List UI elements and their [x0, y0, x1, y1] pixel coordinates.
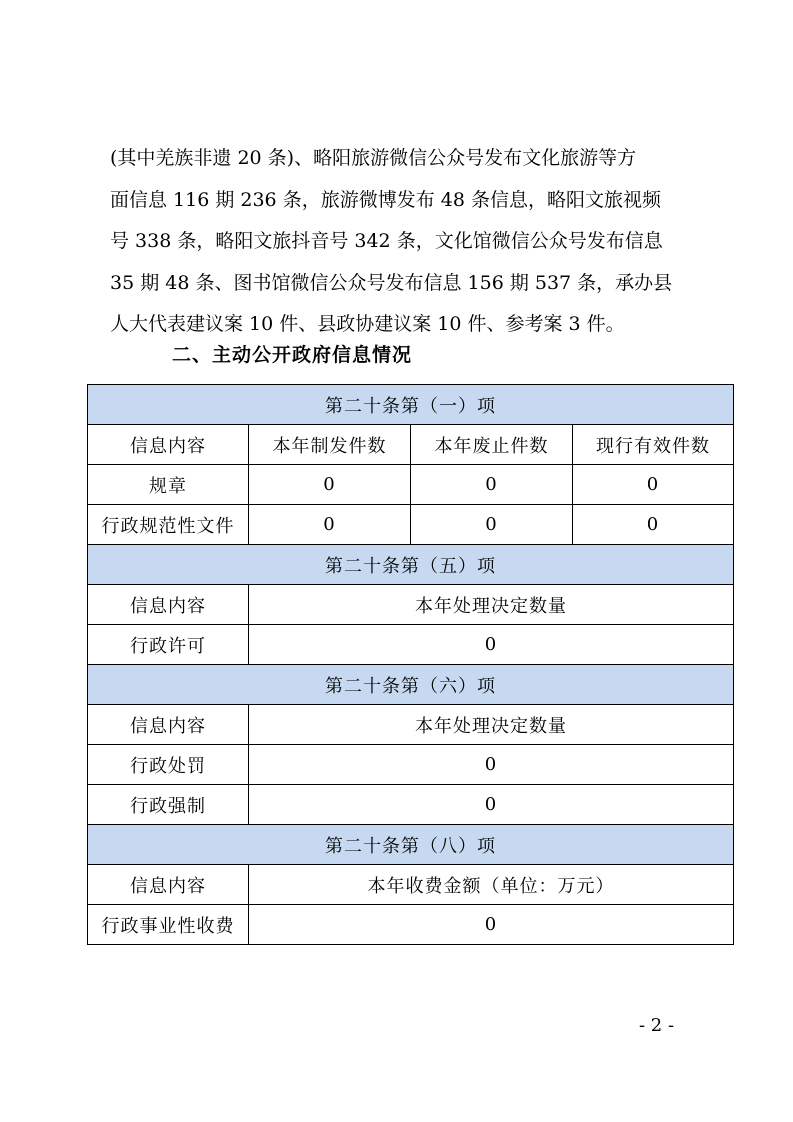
table-row	[88, 505, 734, 545]
column-header: 信息内容	[88, 585, 249, 625]
table-row	[88, 745, 734, 785]
intro-line: 35 期 48 条、图书馆微信公众号发布信息 156 期 537 条，承办县	[110, 271, 673, 294]
section-title: 第二十条第（八）项	[88, 825, 734, 865]
column-header: 本年处理决定数量	[249, 585, 734, 625]
section-title: 第二十条第（五）项	[88, 545, 734, 585]
column-header: 信息内容	[88, 425, 249, 465]
cell-value: 0	[573, 505, 734, 545]
row-label: 行政规范性文件	[88, 505, 249, 545]
table-row	[88, 465, 734, 505]
row-label: 行政许可	[88, 625, 249, 665]
row-label: 行政强制	[88, 785, 249, 825]
disclosure-table	[87, 384, 734, 945]
column-header: 现行有效件数	[573, 425, 734, 465]
header-row	[88, 865, 734, 905]
section-row	[88, 825, 734, 865]
table-row	[88, 905, 734, 945]
section-heading: 二、主动公开政府信息情况	[172, 344, 413, 366]
column-header: 本年废止件数	[411, 425, 573, 465]
row-label: 行政事业性收费	[88, 905, 249, 945]
cell-value: 0	[249, 745, 734, 785]
column-header: 本年收费金额（单位：万元）	[249, 865, 734, 905]
cell-value: 0	[249, 505, 411, 545]
cell-value: 0	[249, 785, 734, 825]
table-row	[88, 785, 734, 825]
cell-value: 0	[573, 465, 734, 505]
cell-value: 0	[411, 505, 573, 545]
cell-value: 0	[249, 465, 411, 505]
column-header: 本年处理决定数量	[249, 705, 734, 745]
column-header: 信息内容	[88, 865, 249, 905]
cell-value: 0	[249, 905, 734, 945]
intro-line: (其中羌族非遗 20 条)、略阳旅游微信公众号发布文化旅游等方	[110, 147, 637, 169]
header-row	[88, 705, 734, 745]
header-row	[88, 585, 734, 625]
section-title: 第二十条第（一）项	[88, 385, 734, 425]
column-header: 本年制发件数	[249, 425, 411, 465]
intro-line: 号 338 条，略阳文旅抖音号 342 条，文化馆微信公众号发布信息	[110, 230, 663, 252]
section-row	[88, 665, 734, 705]
cell-value: 0	[249, 625, 734, 665]
header-row	[88, 425, 734, 465]
section-title: 第二十条第（六）项	[88, 665, 734, 705]
cell-value: 0	[411, 465, 573, 505]
intro-line: 面信息 116 期 236 条，旅游微博发布 48 条信息，略阳文旅视频	[110, 188, 661, 211]
section-row	[88, 545, 734, 585]
intro-line: 人大代表建议案 10 件、县政协建议案 10 件、参考案 3 件。	[110, 313, 625, 335]
table-row	[88, 625, 734, 665]
intro-paragraph	[110, 138, 700, 346]
column-header: 信息内容	[88, 705, 249, 745]
row-label: 行政处罚	[88, 745, 249, 785]
page-number: - 2 -	[638, 1015, 675, 1036]
row-label: 规章	[88, 465, 249, 505]
section-row	[88, 385, 734, 425]
